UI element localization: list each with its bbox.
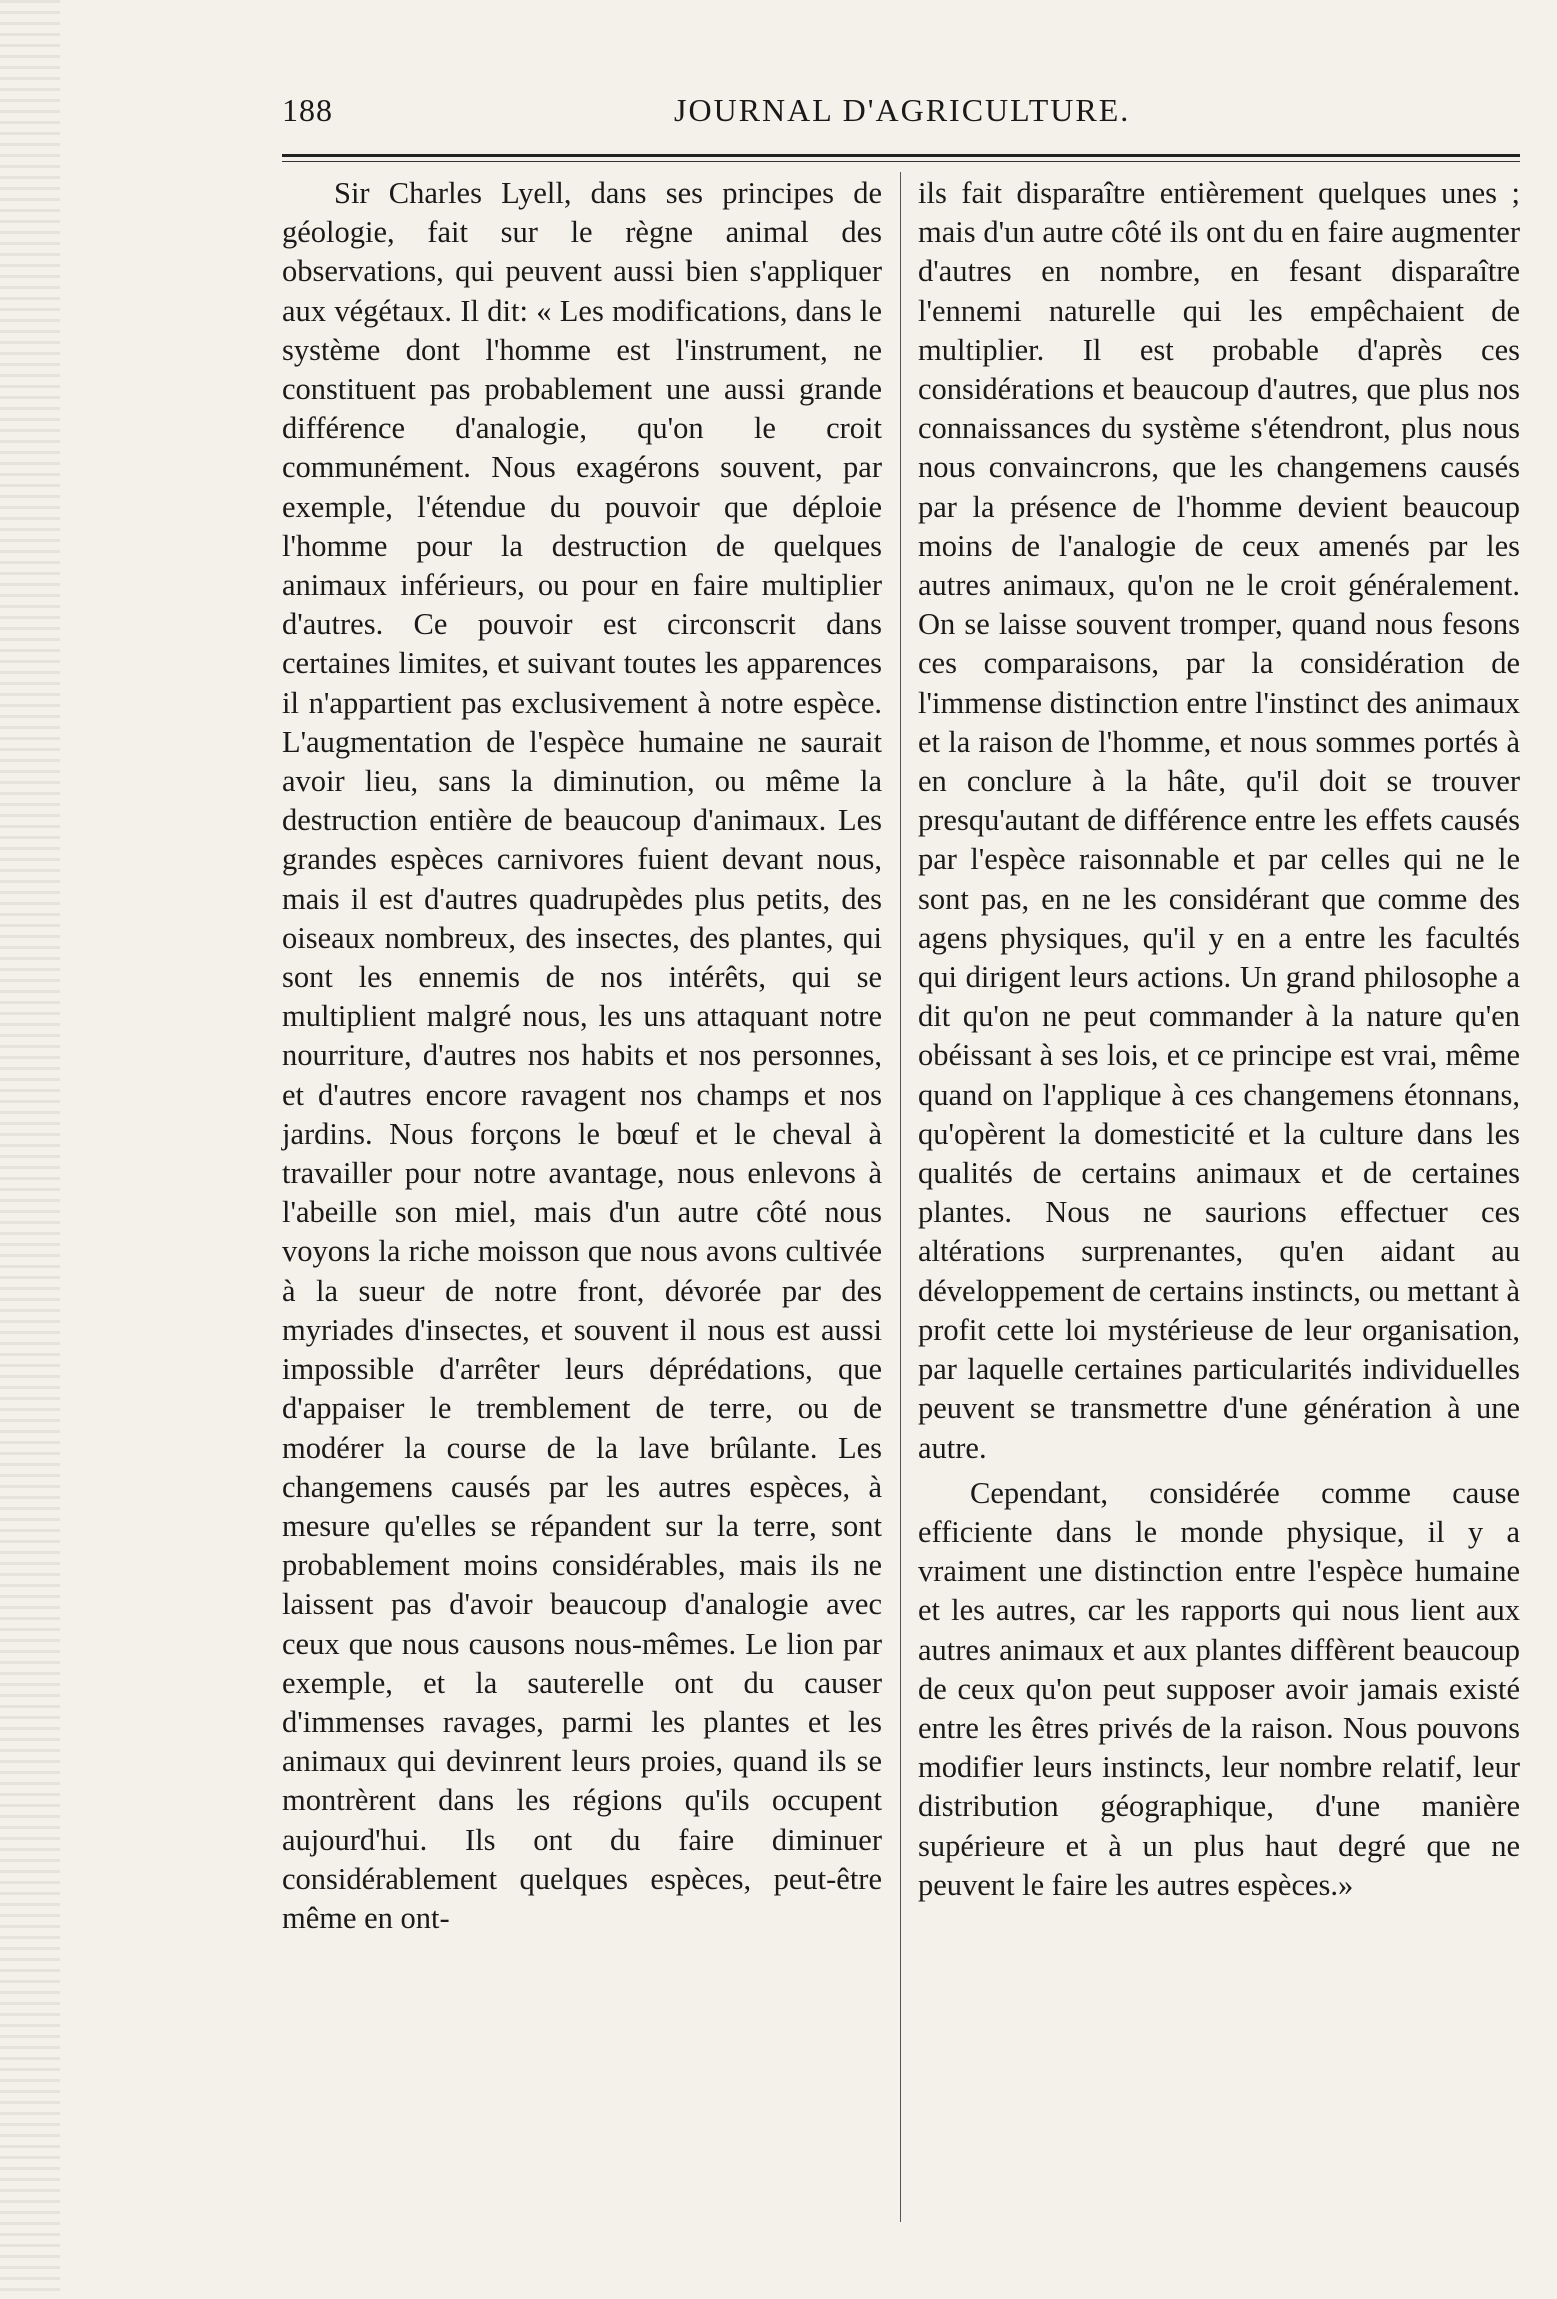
paragraph: Sir Charles Lyell, dans ses principes de géologie, fait sur le règne animal des observations, qui peuvent aussi bien s'appliquer aux végétaux. Il dit: « Les modifications, dans le système dont l'homme est l'instrument, ne constituent pas probablement une aussi grande différence d'analogie, qu'on le croit communément. Nous exagérons souvent, par exemple, l'étendue du pouvoir que déploie l'homme pour la destruction de quelques animaux inférieurs, ou pour en faire multiplier d'autres. Ce pouvoir est circonscrit dans certaines limites, et suivant toutes les apparences il n'appartient pas exclusivement à notre espèce. L'augmentation de l'espèce humaine ne saurait avoir lieu, sans la diminution, ou même la destruction entière de beaucoup d'animaux. Les grandes espèces carnivores fuient devant nous, mais il est d'autres quadrupèdes plus petits, des oiseaux nombreux, des insectes, des plantes, qui sont les ennemis de nos intérêts, qui se multiplient malgré nous, les uns attaquant notre nourriture, d'autres nos habits et nos personnes, et d'autres encore ravagent nos champs et nos jardins. Nous forçons le bœuf et le cheval à travailler pour notre avantage, nous enlevons à l'abeille son miel, mais d'un autre côté nous voyons la riche moisson que nous avons cultivée à la sueur de notre front, dévorée par des myriades d'insectes, et souvent il nous est aussi impossible d'arrêter leurs déprédations, que d'appaiser le tremblement de terre, ou de modérer la course de la lave brûlante. Les changemens causés par les autres espèces, à mesure qu'elles se répandent sur la terre, sont probablement moins considérables, mais ils ne laissent pas d'avoir beaucoup d'analogie avec ceux que nous causons nous-mêmes. Le lion par exemple, et la sauterelle ont du causer d'immenses ravages, parmi les plantes et les animaux qui devinrent leurs proies, quand ils se montrèrent dans les régions qu'ils occupent aujourd'hui. Ils ont du faire diminuer considérablement quelques espèces, peut-être même en ont- — [282, 176, 882, 1935]
running-title: JOURNAL D'AGRICULTURE. — [674, 92, 1131, 128]
column-divider — [900, 172, 901, 2222]
page-header — [282, 92, 1544, 142]
paragraph: Cependant, considérée comme cause efficiente dans le monde physique, il y a vraiment une distinction entre l'espèce humaine et les autres, car les rapports qui nous lient aux autres animaux et aux plantes diffèrent beaucoup de ceux qu'on peut supposer avoir jamais existé entre les êtres privés de la raison. Nous pouvons modifier leurs instincts, leur nombre relatif, leur distribution géographique, d'une manière supérieure et à un plus haut degré que ne peuvent le faire les autres espèces.» — [918, 1475, 1520, 1902]
header-rule — [282, 154, 1520, 157]
right-column — [918, 174, 1520, 1905]
paragraph: ils fait disparaître entièrement quelques unes ; mais d'un autre côté ils ont du en faire augmenter d'autres en nombre, en fesant disparaître l'ennemi naturelle qui les empêchaient de multiplier. Il est probable d'après ces considérations et beaucoup d'autres, que plus nos connaissances du système s'étendront, plus nous nous convaincrons, que les changemens causés par la présence de l'homme devient beaucoup moins de l'analogie de ceux amenés par les autres animaux, qu'on ne le croit généralement. On se laisse souvent tromper, quand nous fesons ces comparaisons, par la considération de l'immense distinction entre l'instinct des animaux et la raison de l'homme, et nous sommes portés à en conclure à la hâte, qu'il doit se trouver presqu'autant de différence entre les effets causés par l'espèce raisonnable et par celles qui ne le sont pas, en ne les considérant que comme des agens physiques, qu'il y en a entre les facultés qui dirigent leurs actions. Un grand philosophe a dit qu'on ne peut commander à la nature qu'en obéissant à ses lois, et ce principe est vrai, même quand on l'applique à ces changemens étonnans, qu'opèrent la domesticité et la culture dans les qualités de certains animaux et de certaines plantes. Nous ne saurions effectuer ces altérations surprenantes, qu'en aidant au développement de certains instincts, ou mettant à profit cette loi mystérieuse de leur organisation, par laquelle certaines particularités individuelles peuvent se transmettre d'une génération à une autre. — [918, 176, 1520, 1465]
page-number: 188 — [282, 92, 333, 128]
header-rule-thin — [282, 161, 1520, 162]
scan-margin — [0, 0, 60, 2299]
left-column — [282, 174, 882, 1938]
